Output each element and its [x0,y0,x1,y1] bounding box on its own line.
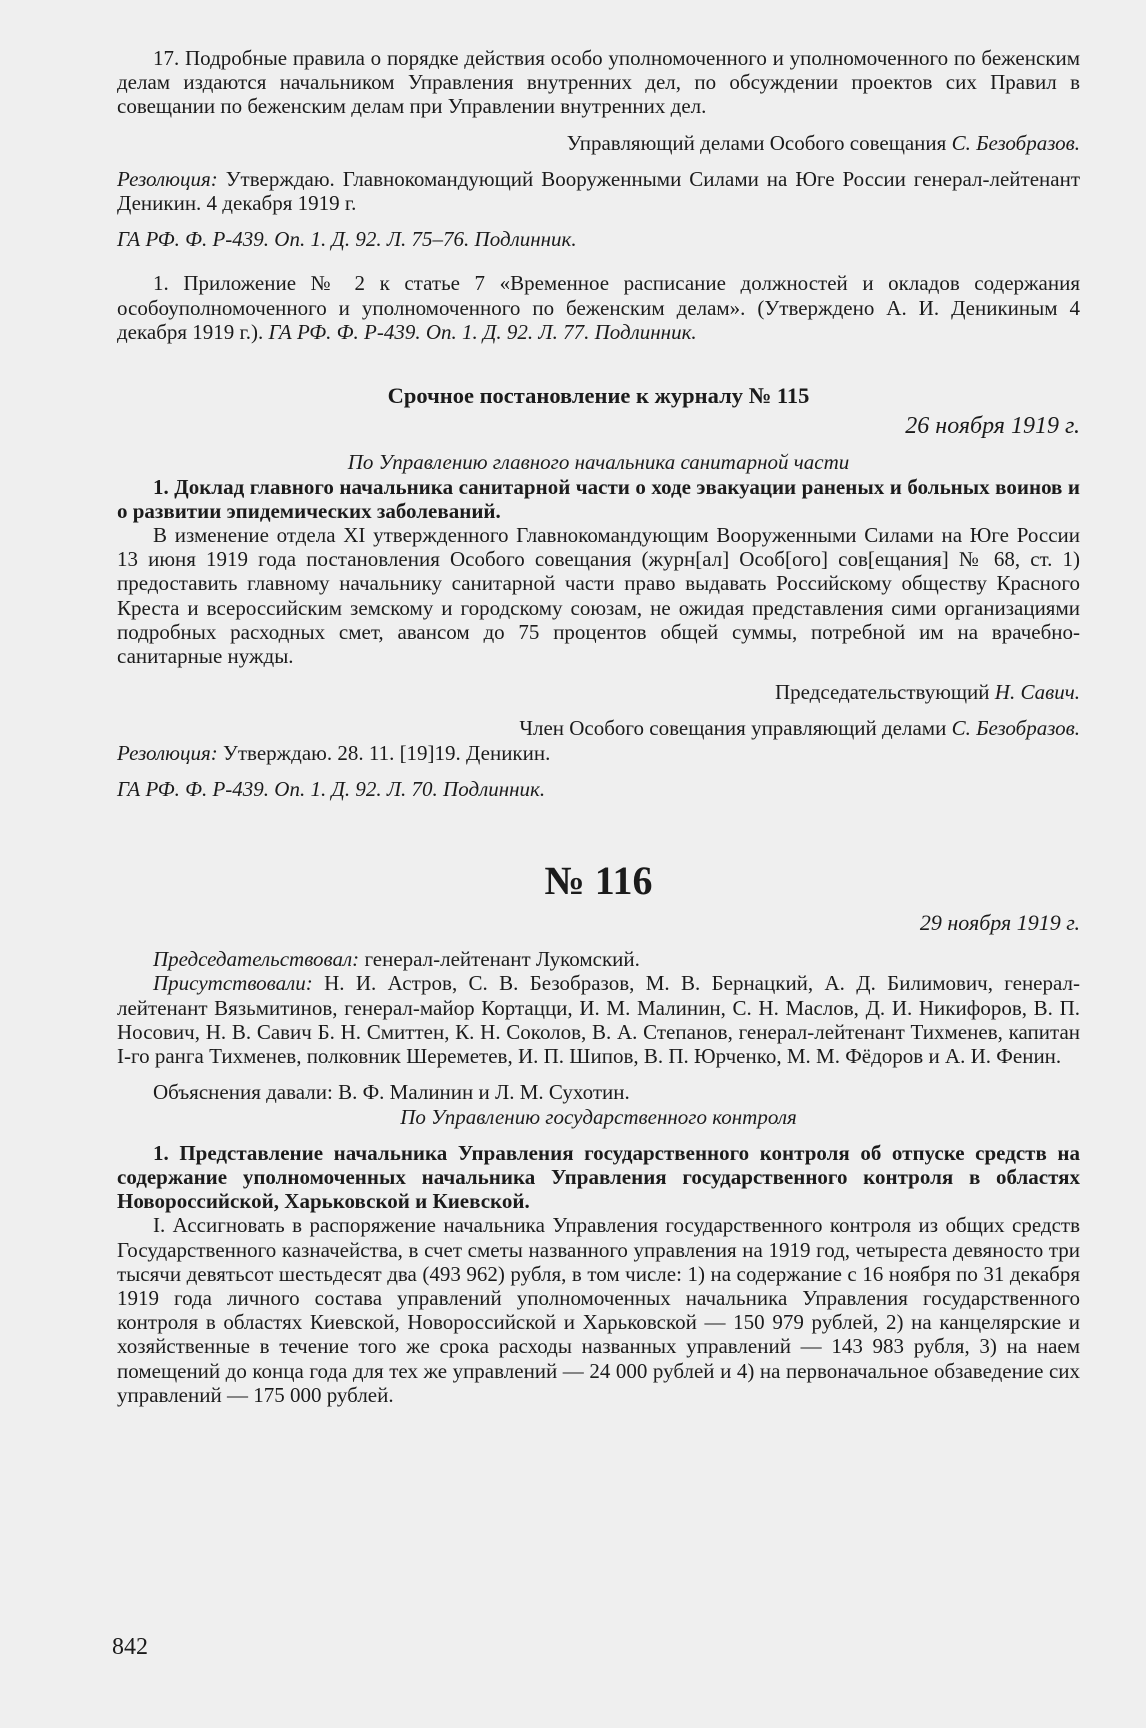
journal-116-item-text: I. Ассигновать в распоряжение начальника Управления государственного контроля из общих средств Государственного казначейства, в счет сметы названного управления на 1919 год, четыреста девяносто три тысячи девятьсот шестьдесят два (493 962) рубля, в том числе: 1) на содержание с 16 ноября по 31 декабря 1919 года личного состава управлений уполномоченных начальника Управления государственного контроля в областях Киевской, Новороссийской и Харьковской — 150 979 рублей, 2) на канцелярские и хозяйственные в течение того же срока расходы названных управлений — 143 983 рубля, 3) на наем помещений до конца года для тех же управлений — 24 000 рублей и 4) на первоначальное обзаведение сих управлений — 175 000 рублей. [117,1213,1080,1407]
signature-name: С. Безобразов. [951,130,1080,155]
journal-115-date: 26 ноября 1919 г. [905,413,1080,440]
item-17-paragraph: 17. Подробные правила о порядке действия особо уполномоченного и уполномоченного по беженским делам издаются начальником Управления внутренних дел, по обсуждении проектов сих Правил в совещании по беженским делам при Управлении внутренних дел. [117,46,1080,119]
page-text-column [117,46,1080,1407]
journal-115-title: Срочное постановление к журналу № 115 [387,383,810,409]
signature-line [117,131,1080,155]
resolution-text: Утверждаю. Главнокомандующий Вооруженными Силами на Юге России генерал-лейтенант Деникин. 4 декабря 1919 г. [117,166,1080,216]
journal-115-archive: ГА РФ. Ф. Р-439. Оп. 1. Д. 92. Л. 70. Подлинник. [117,776,546,801]
member-role: Член Особого совещания управляющий делами [519,716,952,741]
footnote-text: 1. Приложение № 2 к статье 7 «Временное расписание должностей и окладов содержания особоуполномоченного и уполномоченного по беженским делам». (Утверждено А. И. Деникиным 4 декабря 1919 г.). [117,271,1080,344]
journal-116-number: № 116 [544,858,653,904]
journal-115-department: По Управлению главного начальника санитарной части [347,450,850,475]
journal-116-item-title: 1. Представление начальника Управления государственного контроля об отпуске средств на содержание уполномоченных начальника Управления государственного контроля в областях Новороссийской, Харьковской и Киевской. [117,1140,1080,1214]
resolution-paragraph [117,167,1080,215]
archive-reference: ГА РФ. Ф. Р-439. Оп. 1. Д. 92. Л. 75–76. Подлинник. [117,227,577,252]
journal-116-chair [117,947,1080,971]
chair-signature [117,680,1080,704]
footnote [117,271,1080,344]
journal-115-item-title: 1. Доклад главного начальника санитарной части о ходе эвакуации раненых и больных воинов и о развитии эпидемических заболеваний. [117,474,1080,523]
chair-label: Председательствовал: [153,947,360,972]
chair-role: Председательствующий [774,680,995,705]
signature-role: Управляющий делами Особого совещания [566,130,952,155]
journal-115-resolution [117,741,1080,765]
resolution-label: Резолюция: [117,166,218,191]
member-signature [117,716,1080,740]
journal-116-date: 29 ноября 1919 г. [919,910,1080,936]
present-text: Н. И. Астров, С. В. Безобразов, М. В. Бернацкий, А. Д. Билимович, генерал-лейтенант Вязьмитинов, генерал-майор Кортацци, И. М. Малинин, С. Н. Маслов, Д. И. Никифоров, В. П. Носович, Н. В. Савич Б. Н. Смиттен, К. Н. Соколов, В. А. Степанов, генерал-лейтенант Тихменев, капитан I-го ранга Тихменев, полковник Шереметев, И. П. Шипов, В. П. Юрченко, М. М. Фёдоров и А. И. Фенин. [117,971,1080,1069]
chair-text: генерал-лейтенант Лукомский. [359,947,640,972]
chair-name: Н. Савич. [994,680,1080,705]
page-number: 842 [112,1634,148,1660]
journal-116-explanations: Объяснения давали: В. Ф. Малинин и Л. М. Сухотин. [153,1080,630,1105]
present-label: Присутствовали: [153,971,313,996]
journal-115-item-text: В изменение отдела XI утвержденного Главнокомандующим Вооруженными Силами на Юге России 13 июня 1919 года постановления Особого совещания (журн[ал] Особ[ого] сов[ещания] № 68, ст. 1) предоставить главному начальнику санитарной части право выдавать Российскому обществу Красного Креста и всероссийским земскому и городскому союзам, не ожидая представления сими организациями подробных расходных смет, авансом до 75 процентов общей суммы, потребной им на врачебно-санитарные нужды. [117,523,1080,669]
footnote-archive-ref: ГА РФ. Ф. Р-439. Оп. 1. Д. 92. Л. 77. Подлинник. [268,319,697,344]
journal-116-present [117,971,1080,1068]
journal-115-resolution-label: Резолюция: [117,740,218,765]
journal-116-department: По Управлению государственного контроля [400,1104,797,1129]
journal-115-resolution-text: Утверждаю. 28. 11. [19]19. Деникин. [217,740,551,765]
member-name: С. Безобразов. [951,716,1080,741]
